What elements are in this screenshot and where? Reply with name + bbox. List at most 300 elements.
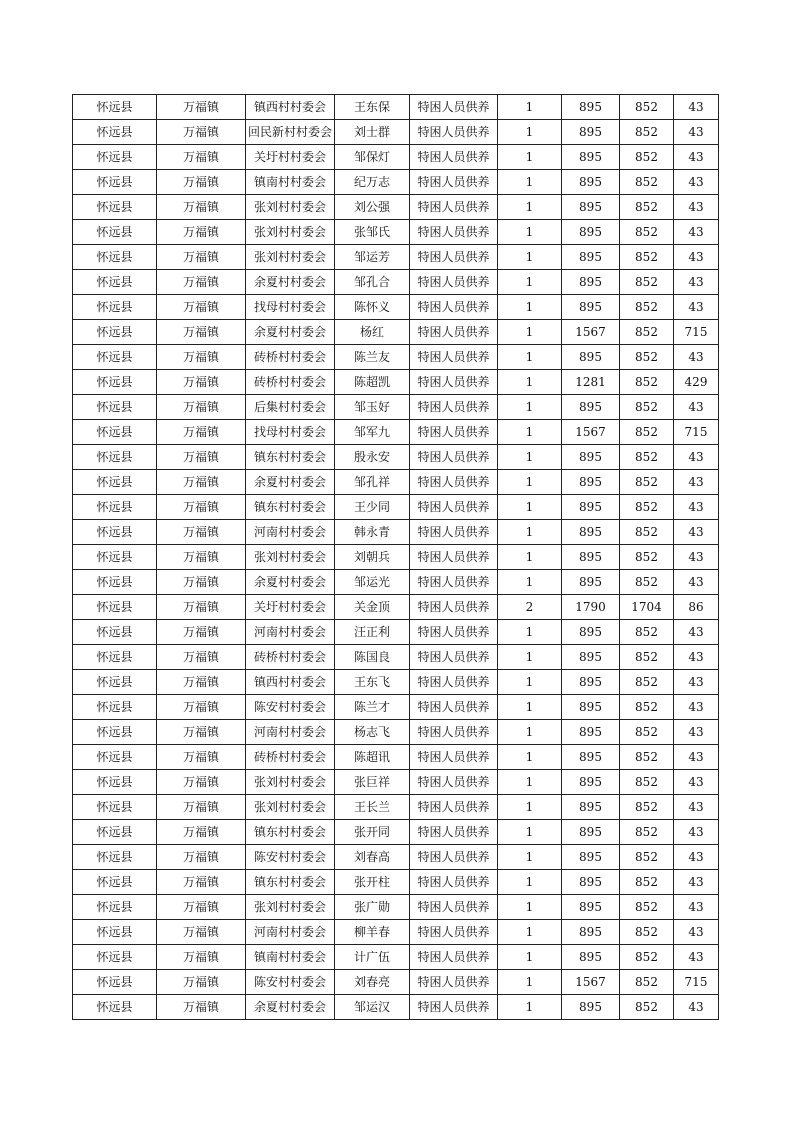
county-cell: 怀远县 xyxy=(73,145,157,170)
village-committee-cell: 张刘村村委会 xyxy=(246,220,335,245)
village-committee-cell: 余夏村村委会 xyxy=(246,270,335,295)
category-cell: 特困人员供养 xyxy=(410,920,498,945)
category-cell: 特困人员供养 xyxy=(410,820,498,845)
category-cell: 特困人员供养 xyxy=(410,395,498,420)
difference-cell: 43 xyxy=(674,695,719,720)
difference-cell: 715 xyxy=(674,320,719,345)
table-row xyxy=(73,320,719,345)
base-amount-cell: 852 xyxy=(620,970,674,995)
category-cell: 特困人员供养 xyxy=(410,470,498,495)
town-cell: 万福镇 xyxy=(157,120,246,145)
town-cell: 万福镇 xyxy=(157,770,246,795)
name-cell: 邹军九 xyxy=(335,420,410,445)
people-count-cell: 1 xyxy=(498,270,562,295)
town-cell: 万福镇 xyxy=(157,920,246,945)
county-cell: 怀远县 xyxy=(73,720,157,745)
people-count-cell: 2 xyxy=(498,595,562,620)
base-amount-cell: 852 xyxy=(620,695,674,720)
town-cell: 万福镇 xyxy=(157,620,246,645)
amount-cell: 895 xyxy=(562,895,620,920)
base-amount-cell: 852 xyxy=(620,795,674,820)
county-cell: 怀远县 xyxy=(73,820,157,845)
village-committee-cell: 张刘村村委会 xyxy=(246,245,335,270)
difference-cell: 43 xyxy=(674,795,719,820)
people-count-cell: 1 xyxy=(498,370,562,395)
amount-cell: 1790 xyxy=(562,595,620,620)
name-cell: 邹孔祥 xyxy=(335,470,410,495)
town-cell: 万福镇 xyxy=(157,245,246,270)
base-amount-cell: 852 xyxy=(620,920,674,945)
people-count-cell: 1 xyxy=(498,870,562,895)
amount-cell: 895 xyxy=(562,95,620,120)
table-row xyxy=(73,570,719,595)
amount-cell: 895 xyxy=(562,545,620,570)
amount-cell: 895 xyxy=(562,395,620,420)
category-cell: 特困人员供养 xyxy=(410,770,498,795)
people-count-cell: 1 xyxy=(498,95,562,120)
name-cell: 殷永安 xyxy=(335,445,410,470)
difference-cell: 43 xyxy=(674,470,719,495)
difference-cell: 43 xyxy=(674,195,719,220)
table-row xyxy=(73,170,719,195)
village-committee-cell: 张刘村村委会 xyxy=(246,195,335,220)
name-cell: 邹运光 xyxy=(335,570,410,595)
difference-cell: 429 xyxy=(674,370,719,395)
table-row xyxy=(73,945,719,970)
town-cell: 万福镇 xyxy=(157,745,246,770)
county-cell: 怀远县 xyxy=(73,345,157,370)
table-row xyxy=(73,120,719,145)
difference-cell: 715 xyxy=(674,970,719,995)
category-cell: 特困人员供养 xyxy=(410,445,498,470)
town-cell: 万福镇 xyxy=(157,820,246,845)
people-count-cell: 1 xyxy=(498,145,562,170)
county-cell: 怀远县 xyxy=(73,220,157,245)
county-cell: 怀远县 xyxy=(73,945,157,970)
table-row xyxy=(73,370,719,395)
county-cell: 怀远县 xyxy=(73,770,157,795)
name-cell: 纪万志 xyxy=(335,170,410,195)
people-count-cell: 1 xyxy=(498,895,562,920)
base-amount-cell: 852 xyxy=(620,520,674,545)
name-cell: 张邹氏 xyxy=(335,220,410,245)
base-amount-cell: 852 xyxy=(620,95,674,120)
name-cell: 刘朝兵 xyxy=(335,545,410,570)
town-cell: 万福镇 xyxy=(157,95,246,120)
name-cell: 张广勋 xyxy=(335,895,410,920)
village-committee-cell: 镇东村村委会 xyxy=(246,820,335,845)
category-cell: 特困人员供养 xyxy=(410,170,498,195)
name-cell: 王少同 xyxy=(335,495,410,520)
category-cell: 特困人员供养 xyxy=(410,620,498,645)
name-cell: 张开柱 xyxy=(335,870,410,895)
county-cell: 怀远县 xyxy=(73,395,157,420)
difference-cell: 43 xyxy=(674,645,719,670)
county-cell: 怀远县 xyxy=(73,695,157,720)
category-cell: 特困人员供养 xyxy=(410,120,498,145)
category-cell: 特困人员供养 xyxy=(410,520,498,545)
table-row xyxy=(73,295,719,320)
difference-cell: 43 xyxy=(674,520,719,545)
county-cell: 怀远县 xyxy=(73,670,157,695)
table-row xyxy=(73,620,719,645)
county-cell: 怀远县 xyxy=(73,420,157,445)
town-cell: 万福镇 xyxy=(157,970,246,995)
name-cell: 陈超凯 xyxy=(335,370,410,395)
difference-cell: 43 xyxy=(674,270,719,295)
base-amount-cell: 1704 xyxy=(620,595,674,620)
difference-cell: 43 xyxy=(674,395,719,420)
difference-cell: 43 xyxy=(674,870,719,895)
village-committee-cell: 镇南村村委会 xyxy=(246,945,335,970)
category-cell: 特困人员供养 xyxy=(410,795,498,820)
base-amount-cell: 852 xyxy=(620,245,674,270)
table-row xyxy=(73,520,719,545)
table-row xyxy=(73,995,719,1020)
amount-cell: 895 xyxy=(562,195,620,220)
people-count-cell: 1 xyxy=(498,945,562,970)
amount-cell: 895 xyxy=(562,170,620,195)
name-cell: 计广伍 xyxy=(335,945,410,970)
name-cell: 陈兰友 xyxy=(335,345,410,370)
table-row xyxy=(73,245,719,270)
people-count-cell: 1 xyxy=(498,395,562,420)
category-cell: 特困人员供养 xyxy=(410,420,498,445)
name-cell: 邹孔合 xyxy=(335,270,410,295)
category-cell: 特困人员供养 xyxy=(410,370,498,395)
county-cell: 怀远县 xyxy=(73,295,157,320)
village-committee-cell: 镇南村村委会 xyxy=(246,170,335,195)
amount-cell: 895 xyxy=(562,720,620,745)
table-row xyxy=(73,395,719,420)
amount-cell: 895 xyxy=(562,795,620,820)
county-cell: 怀远县 xyxy=(73,195,157,220)
amount-cell: 895 xyxy=(562,445,620,470)
amount-cell: 895 xyxy=(562,670,620,695)
people-count-cell: 1 xyxy=(498,970,562,995)
name-cell: 陈超讯 xyxy=(335,745,410,770)
amount-cell: 895 xyxy=(562,120,620,145)
people-count-cell: 1 xyxy=(498,220,562,245)
people-count-cell: 1 xyxy=(498,670,562,695)
county-cell: 怀远县 xyxy=(73,170,157,195)
people-count-cell: 1 xyxy=(498,195,562,220)
county-cell: 怀远县 xyxy=(73,995,157,1020)
people-count-cell: 1 xyxy=(498,470,562,495)
name-cell: 韩永青 xyxy=(335,520,410,545)
category-cell: 特困人员供养 xyxy=(410,595,498,620)
difference-cell: 43 xyxy=(674,670,719,695)
town-cell: 万福镇 xyxy=(157,520,246,545)
category-cell: 特困人员供养 xyxy=(410,270,498,295)
amount-cell: 895 xyxy=(562,245,620,270)
table-row xyxy=(73,895,719,920)
village-committee-cell: 找母村村委会 xyxy=(246,295,335,320)
people-count-cell: 1 xyxy=(498,545,562,570)
town-cell: 万福镇 xyxy=(157,370,246,395)
amount-cell: 895 xyxy=(562,695,620,720)
village-committee-cell: 余夏村村委会 xyxy=(246,570,335,595)
village-committee-cell: 镇东村村委会 xyxy=(246,495,335,520)
amount-cell: 895 xyxy=(562,820,620,845)
base-amount-cell: 852 xyxy=(620,645,674,670)
village-committee-cell: 河南村村委会 xyxy=(246,520,335,545)
amount-cell: 1281 xyxy=(562,370,620,395)
category-cell: 特困人员供养 xyxy=(410,870,498,895)
town-cell: 万福镇 xyxy=(157,270,246,295)
village-committee-cell: 镇西村村委会 xyxy=(246,95,335,120)
table-row xyxy=(73,670,719,695)
category-cell: 特困人员供养 xyxy=(410,570,498,595)
people-count-cell: 1 xyxy=(498,445,562,470)
amount-cell: 895 xyxy=(562,520,620,545)
base-amount-cell: 852 xyxy=(620,320,674,345)
difference-cell: 43 xyxy=(674,770,719,795)
town-cell: 万福镇 xyxy=(157,420,246,445)
category-cell: 特困人员供养 xyxy=(410,495,498,520)
category-cell: 特困人员供养 xyxy=(410,545,498,570)
people-count-cell: 1 xyxy=(498,620,562,645)
village-committee-cell: 陈安村村委会 xyxy=(246,695,335,720)
base-amount-cell: 852 xyxy=(620,895,674,920)
town-cell: 万福镇 xyxy=(157,320,246,345)
county-cell: 怀远县 xyxy=(73,545,157,570)
people-count-cell: 1 xyxy=(498,495,562,520)
difference-cell: 43 xyxy=(674,245,719,270)
difference-cell: 43 xyxy=(674,895,719,920)
town-cell: 万福镇 xyxy=(157,295,246,320)
name-cell: 王东保 xyxy=(335,95,410,120)
amount-cell: 895 xyxy=(562,845,620,870)
people-count-cell: 1 xyxy=(498,520,562,545)
category-cell: 特困人员供养 xyxy=(410,895,498,920)
town-cell: 万福镇 xyxy=(157,945,246,970)
base-amount-cell: 852 xyxy=(620,745,674,770)
difference-cell: 43 xyxy=(674,495,719,520)
difference-cell: 43 xyxy=(674,620,719,645)
table-row xyxy=(73,795,719,820)
county-cell: 怀远县 xyxy=(73,270,157,295)
county-cell: 怀远县 xyxy=(73,520,157,545)
amount-cell: 895 xyxy=(562,145,620,170)
base-amount-cell: 852 xyxy=(620,270,674,295)
village-committee-cell: 张刘村村委会 xyxy=(246,795,335,820)
difference-cell: 43 xyxy=(674,995,719,1020)
town-cell: 万福镇 xyxy=(157,395,246,420)
town-cell: 万福镇 xyxy=(157,470,246,495)
name-cell: 陈怀义 xyxy=(335,295,410,320)
base-amount-cell: 852 xyxy=(620,620,674,645)
base-amount-cell: 852 xyxy=(620,345,674,370)
name-cell: 王长兰 xyxy=(335,795,410,820)
base-amount-cell: 852 xyxy=(620,395,674,420)
base-amount-cell: 852 xyxy=(620,820,674,845)
county-cell: 怀远县 xyxy=(73,970,157,995)
base-amount-cell: 852 xyxy=(620,145,674,170)
village-committee-cell: 镇东村村委会 xyxy=(246,870,335,895)
category-cell: 特困人员供养 xyxy=(410,720,498,745)
base-amount-cell: 852 xyxy=(620,220,674,245)
table-row xyxy=(73,545,719,570)
people-count-cell: 1 xyxy=(498,420,562,445)
village-committee-cell: 关圩村村委会 xyxy=(246,145,335,170)
table-row xyxy=(73,445,719,470)
category-cell: 特困人员供养 xyxy=(410,670,498,695)
base-amount-cell: 852 xyxy=(620,995,674,1020)
amount-cell: 895 xyxy=(562,920,620,945)
amount-cell: 895 xyxy=(562,870,620,895)
county-cell: 怀远县 xyxy=(73,470,157,495)
base-amount-cell: 852 xyxy=(620,420,674,445)
village-committee-cell: 余夏村村委会 xyxy=(246,470,335,495)
county-cell: 怀远县 xyxy=(73,645,157,670)
difference-cell: 43 xyxy=(674,945,719,970)
category-cell: 特困人员供养 xyxy=(410,945,498,970)
town-cell: 万福镇 xyxy=(157,545,246,570)
category-cell: 特困人员供养 xyxy=(410,195,498,220)
difference-cell: 43 xyxy=(674,845,719,870)
table-row xyxy=(73,470,719,495)
town-cell: 万福镇 xyxy=(157,595,246,620)
base-amount-cell: 852 xyxy=(620,370,674,395)
people-count-cell: 1 xyxy=(498,695,562,720)
county-cell: 怀远县 xyxy=(73,495,157,520)
amount-cell: 895 xyxy=(562,570,620,595)
county-cell: 怀远县 xyxy=(73,845,157,870)
name-cell: 关金顶 xyxy=(335,595,410,620)
name-cell: 陈国良 xyxy=(335,645,410,670)
table-row xyxy=(73,870,719,895)
people-count-cell: 1 xyxy=(498,745,562,770)
village-committee-cell: 陈安村村委会 xyxy=(246,970,335,995)
town-cell: 万福镇 xyxy=(157,345,246,370)
difference-cell: 43 xyxy=(674,345,719,370)
name-cell: 王东飞 xyxy=(335,670,410,695)
village-committee-cell: 河南村村委会 xyxy=(246,620,335,645)
table-row xyxy=(73,695,719,720)
village-committee-cell: 河南村村委会 xyxy=(246,720,335,745)
table-row xyxy=(73,720,719,745)
name-cell: 刘士群 xyxy=(335,120,410,145)
table-row xyxy=(73,270,719,295)
category-cell: 特困人员供养 xyxy=(410,295,498,320)
difference-cell: 43 xyxy=(674,920,719,945)
village-committee-cell: 镇东村村委会 xyxy=(246,445,335,470)
base-amount-cell: 852 xyxy=(620,670,674,695)
amount-cell: 895 xyxy=(562,645,620,670)
people-count-cell: 1 xyxy=(498,920,562,945)
town-cell: 万福镇 xyxy=(157,495,246,520)
category-cell: 特困人员供养 xyxy=(410,995,498,1020)
town-cell: 万福镇 xyxy=(157,220,246,245)
difference-cell: 43 xyxy=(674,820,719,845)
village-committee-cell: 后集村村委会 xyxy=(246,395,335,420)
village-committee-cell: 砖桥村村委会 xyxy=(246,345,335,370)
village-committee-cell: 镇西村村委会 xyxy=(246,670,335,695)
people-count-cell: 1 xyxy=(498,245,562,270)
difference-cell: 43 xyxy=(674,120,719,145)
village-committee-cell: 张刘村村委会 xyxy=(246,770,335,795)
base-amount-cell: 852 xyxy=(620,445,674,470)
village-committee-cell: 回民新村村委会 xyxy=(246,120,335,145)
name-cell: 陈兰才 xyxy=(335,695,410,720)
category-cell: 特困人员供养 xyxy=(410,320,498,345)
table-body xyxy=(73,95,719,1020)
people-count-cell: 1 xyxy=(498,845,562,870)
category-cell: 特困人员供养 xyxy=(410,220,498,245)
base-amount-cell: 852 xyxy=(620,570,674,595)
base-amount-cell: 852 xyxy=(620,170,674,195)
county-cell: 怀远县 xyxy=(73,920,157,945)
village-committee-cell: 砖桥村村委会 xyxy=(246,745,335,770)
town-cell: 万福镇 xyxy=(157,645,246,670)
table-row xyxy=(73,95,719,120)
amount-cell: 895 xyxy=(562,770,620,795)
town-cell: 万福镇 xyxy=(157,795,246,820)
table-row xyxy=(73,770,719,795)
difference-cell: 43 xyxy=(674,745,719,770)
difference-cell: 43 xyxy=(674,720,719,745)
table-row xyxy=(73,645,719,670)
table-row xyxy=(73,420,719,445)
difference-cell: 43 xyxy=(674,145,719,170)
category-cell: 特困人员供养 xyxy=(410,145,498,170)
amount-cell: 895 xyxy=(562,220,620,245)
town-cell: 万福镇 xyxy=(157,845,246,870)
town-cell: 万福镇 xyxy=(157,670,246,695)
amount-cell: 1567 xyxy=(562,970,620,995)
base-amount-cell: 852 xyxy=(620,120,674,145)
county-cell: 怀远县 xyxy=(73,870,157,895)
town-cell: 万福镇 xyxy=(157,870,246,895)
town-cell: 万福镇 xyxy=(157,170,246,195)
base-amount-cell: 852 xyxy=(620,945,674,970)
town-cell: 万福镇 xyxy=(157,895,246,920)
category-cell: 特困人员供养 xyxy=(410,745,498,770)
amount-cell: 895 xyxy=(562,470,620,495)
name-cell: 刘春高 xyxy=(335,845,410,870)
village-committee-cell: 张刘村村委会 xyxy=(246,545,335,570)
name-cell: 柳羊春 xyxy=(335,920,410,945)
difference-cell: 43 xyxy=(674,445,719,470)
difference-cell: 43 xyxy=(674,170,719,195)
people-count-cell: 1 xyxy=(498,570,562,595)
amount-cell: 895 xyxy=(562,620,620,645)
amount-cell: 895 xyxy=(562,945,620,970)
county-cell: 怀远县 xyxy=(73,445,157,470)
name-cell: 张开同 xyxy=(335,820,410,845)
town-cell: 万福镇 xyxy=(157,695,246,720)
table-row xyxy=(73,745,719,770)
name-cell: 杨志飞 xyxy=(335,720,410,745)
difference-cell: 43 xyxy=(674,220,719,245)
category-cell: 特困人员供养 xyxy=(410,95,498,120)
table-row xyxy=(73,595,719,620)
base-amount-cell: 852 xyxy=(620,295,674,320)
town-cell: 万福镇 xyxy=(157,570,246,595)
name-cell: 刘春亮 xyxy=(335,970,410,995)
base-amount-cell: 852 xyxy=(620,195,674,220)
table-row xyxy=(73,970,719,995)
difference-cell: 715 xyxy=(674,420,719,445)
table-row xyxy=(73,345,719,370)
amount-cell: 895 xyxy=(562,345,620,370)
people-count-cell: 1 xyxy=(498,320,562,345)
people-count-cell: 1 xyxy=(498,995,562,1020)
people-count-cell: 1 xyxy=(498,295,562,320)
town-cell: 万福镇 xyxy=(157,195,246,220)
county-cell: 怀远县 xyxy=(73,595,157,620)
